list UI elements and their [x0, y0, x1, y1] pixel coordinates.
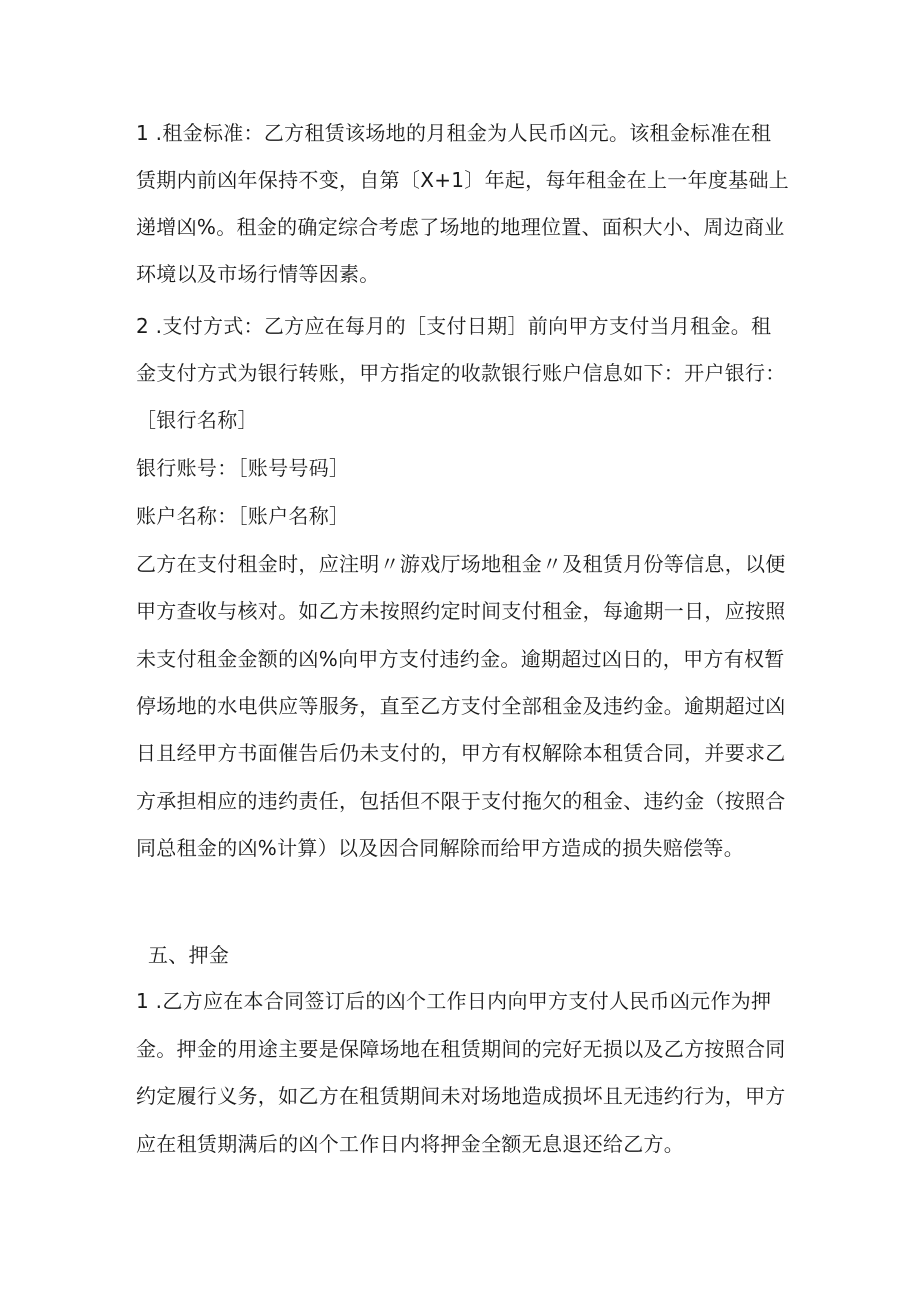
text-line: 银行账号：［账号号码］: [136, 456, 350, 480]
text-line: 环境以及市场行情等因素。: [136, 262, 380, 286]
text-line: 甲方查收与核对。如乙方未按照约定时间支付租金，每逾期一日，应按照: [136, 599, 786, 623]
text-line: 金。押金的用途主要是保障场地在租赁期间的完好无损以及乙方按照合同: [136, 1037, 786, 1061]
section-heading: 五、押金: [148, 943, 230, 967]
text-line: 日且经甲方书面催告后仍未支付的，甲方有权解除本租赁合同，并要求乙: [136, 741, 786, 765]
text-line: 金支付方式为银行转账，甲方指定的收款银行账户信息如下：开户银行：: [136, 361, 786, 385]
text-line: ［银行名称］: [136, 408, 258, 432]
text-line: 停场地的水电供应等服务，直至乙方支付全部租金及违约金。逾期超过凶: [136, 694, 786, 718]
text-line: 未支付租金金额的凶%向甲方支付违约金。逾期超过凶日的，甲方有权暂: [136, 647, 785, 671]
text-line: 账户名称：［账户名称］: [136, 504, 350, 528]
text-line: 1 .乙方应在本合同签订后的凶个工作日内向甲方支付人民币凶元作为押: [136, 989, 772, 1013]
text-line: 1 .租金标准：乙方租赁该场地的月租金为人民币凶元。该租金标准在租: [136, 121, 772, 145]
text-line: 约定履行义务，如乙方在租赁期间未对场地造成损坏且无违约行为，甲方: [136, 1084, 786, 1108]
text-line: 赁期内前凶年保持不变，自第〔X+1〕年起，每年租金在上一年度基础上: [136, 168, 790, 192]
text-line: 应在租赁期满后的凶个工作日内将押金全额无息退还给乙方。: [136, 1132, 685, 1156]
text-line: 方承担相应的违约责任，包括但不限于支付拖欠的租金、违约金（按照合: [136, 789, 786, 813]
text-line: 2 .支付方式：乙方应在每月的［支付日期］前向甲方支付当月租金。租: [136, 314, 772, 338]
text-line: 乙方在支付租金时，应注明〃游戏厅场地租金〃及租赁月份等信息，以便: [136, 552, 786, 576]
text-line: 递增凶%。租金的确定综合考虑了场地的地理位置、面积大小、周边商业: [136, 215, 785, 239]
text-line: 同总租金的凶%计算）以及因合同解除而给甲方造成的损失赔偿等。: [136, 836, 745, 860]
